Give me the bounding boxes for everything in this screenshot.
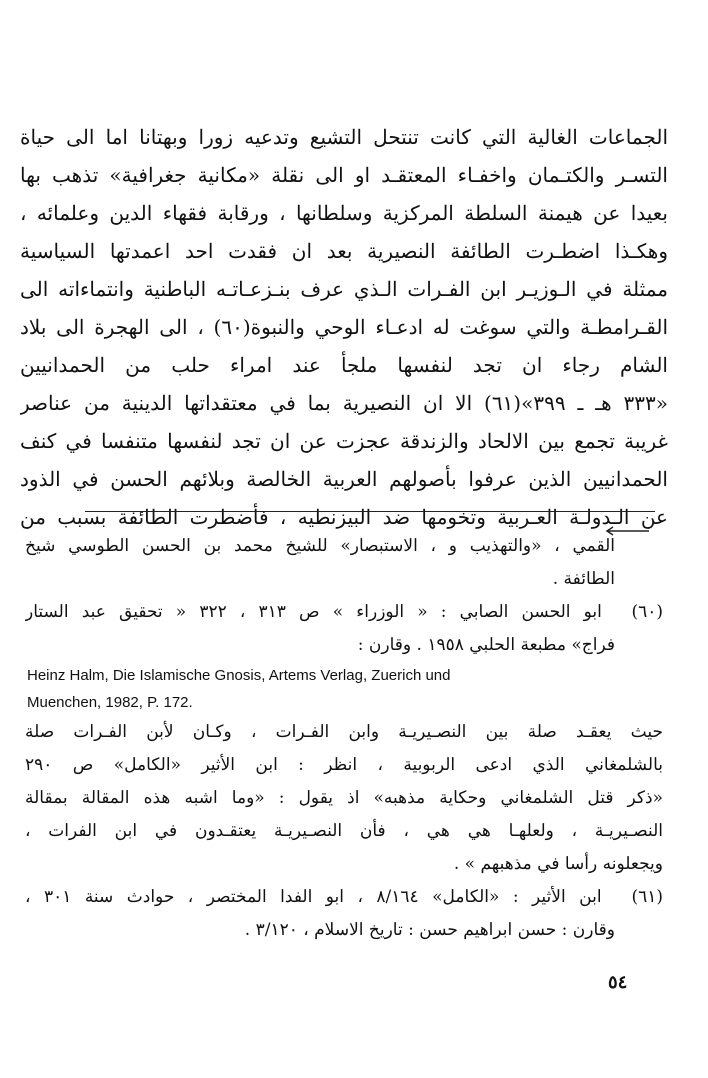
footnote-line: ويجعلونه رأسا في مذهبهم » . xyxy=(453,854,663,874)
footnote-continuation-line: القمي ، «والتهذيب و ، الاستبصار» للشيخ محمد بن الحسن الطوسي شيخ xyxy=(25,536,615,556)
body-line: القـرامطـة والتي سوغت له ادعـاء الوحي والنبوة(٦٠) ، الى الهجرة الى بلاد xyxy=(20,315,668,339)
footnote-line: النصـيريـة ، ولعلهـا هي هي ، فأن النصـيريـة يعتقـدون في ابن الفرات ، xyxy=(25,821,663,841)
footnote-number: (٦٠) xyxy=(631,602,663,622)
main-text xyxy=(20,118,668,536)
footnote-61 xyxy=(25,881,663,914)
body-line: التسـر والكتـمان واخفـاء المعتقـد او الى نقلة «مكانية جغرافية» تذهب بها xyxy=(20,163,668,187)
footnote-line: بالشلمغاني الذي ادعى الربوبية ، انظر : ابن الأثير «الكامل» ص ٢٩٠ xyxy=(25,755,663,775)
footnote-line: حيث يعقـد صلة بين النصـيريـة وابن الفـرات ، وكـان لأبن الفـرات صلة xyxy=(25,722,663,742)
footnote-divider xyxy=(85,511,655,512)
body-line: «٣٣٣ هـ ـ ٣٩٩»(٦١) الا ان النصيرية بما في معتقداتها الدينية من عناصر xyxy=(20,391,668,415)
footnote-text: ابن الأثير : «الكامل» ٨/١٦٤ ، ابو الفدا المختصر ، حوادث سنة ٣٠١ ، xyxy=(25,887,602,907)
footnote-latin-line: Heinz Halm, Die Islamische Gnosis, Artems Verlag, Zuerich und xyxy=(27,667,451,684)
footnote-number: (٦١) xyxy=(631,887,663,907)
footnote-line: وقارن : حسن ابراهيم حسن : تاريخ الاسلام ، ٣/١٢٠ . xyxy=(244,920,615,940)
page-number: ٥٤ xyxy=(608,972,628,993)
body-line: بعيدا عن هيمنة السلطة المركزية وسلطانها ، ورقابة فقهاء الدين وعلمائه ، xyxy=(20,201,668,225)
footnote-60 xyxy=(25,596,663,629)
body-line: الجماعات الغالية التي كانت تنتحل التشيع وتدعيه زورا وبهتانا اما الى حياة xyxy=(20,125,668,149)
footnotes xyxy=(25,530,663,947)
footnote-line: فراج» مطبعة الحلبي ١٩٥٨ . وقارن : xyxy=(357,635,615,655)
body-line: غريبة تجمع بين الالحاد والزندقة عجزت عن ان تجد لنفسها متنفسا في كنف xyxy=(20,429,668,453)
body-line: ممثلة في الـوزيـر ابن الفـرات الـذي عرف بنـزعـاتـه الباطنية وانتماءاته الى xyxy=(20,277,668,301)
footnote-latin-line: Muenchen, 1982, P. 172. xyxy=(27,694,193,711)
footnote-text: ابو الحسن الصابي : « الوزراء » ص ٣١٣ ، ٣٢٢ « تحقيق عبد الستار xyxy=(25,602,602,622)
body-line: وهكـذا اضطـرت الطائفة النصيرية بعد ان فقدت احد اعمدتها السياسية xyxy=(20,239,668,263)
body-line: الحمدانيين الذين عرفوا بأصولهم العربية الخالصة وبلائهم الحسن في الذود xyxy=(20,467,668,491)
footnote-line: «ذكر قتل الشلمغاني وحكاية مذهبه» اذ يقول : «وما اشبه هذه المقالة بمقالة xyxy=(25,788,663,808)
body-line: الشام رجاء ان تجد لنفسها ملجأ عند امراء حلب من الحمدانيين xyxy=(20,353,668,377)
footnote-continuation-line: الطائفة . xyxy=(552,569,615,589)
body-line: عن الـدولـة العـربية وتخومها ضد البيزنطيه ، فأضطرت الطائفة بسبب من xyxy=(20,505,668,529)
